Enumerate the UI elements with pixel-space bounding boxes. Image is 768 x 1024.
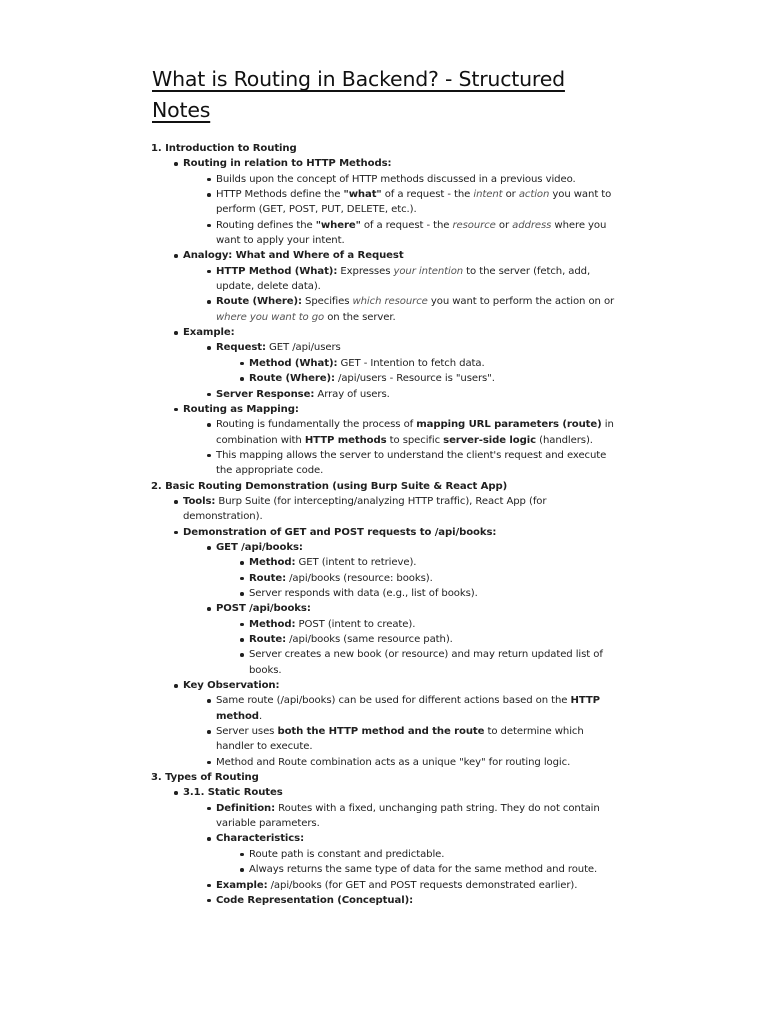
list-item xyxy=(151,325,621,340)
list-item xyxy=(151,172,621,187)
text-run: to the server (fetch, add, update, delete data). xyxy=(216,265,591,293)
text-run: POST (intent to create). xyxy=(295,618,416,630)
list-item xyxy=(151,647,621,678)
text-run: Code Representation (Conceptual): xyxy=(216,894,414,906)
text-run: you want to perform the action on or xyxy=(427,296,615,308)
text-run: address xyxy=(512,219,552,231)
text-run: Routing defines the xyxy=(216,219,316,231)
text-run: Method (What): xyxy=(249,357,338,369)
text-run: Burp Suite (for intercepting/analyzing HTTP traffic), React App (for demonstration). xyxy=(183,495,547,523)
list-item xyxy=(151,724,621,755)
text-run: server-side logic xyxy=(443,434,536,446)
text-run: Builds upon the concept of HTTP methods discussed in a previous video. xyxy=(216,173,576,185)
text-run: Same route (/api/books) can be used for different actions based on the xyxy=(216,695,571,707)
list-item xyxy=(151,494,621,525)
list-item xyxy=(151,586,621,601)
list-item xyxy=(151,448,621,479)
text-run: . xyxy=(258,710,263,722)
text-run: "where" xyxy=(315,219,361,231)
text-run: GET (intent to retrieve). xyxy=(295,557,417,569)
text-run: on the server. xyxy=(324,311,396,323)
list-item xyxy=(151,356,621,371)
text-run: Routes with a fixed, unchanging path string. They do not contain variable parameters. xyxy=(216,802,600,830)
text-run: Example: xyxy=(183,327,235,339)
text-run: of a request - the xyxy=(381,189,474,201)
list-item xyxy=(151,601,621,616)
text-run: Server responds with data (e.g., list of books). xyxy=(249,587,478,599)
text-run: HTTP methods xyxy=(304,434,387,446)
text-run: Analogy: What and Where of a Request xyxy=(183,250,404,262)
text-run: /api/books (same resource path). xyxy=(286,634,453,645)
text-run: Server uses xyxy=(216,726,278,738)
list-item xyxy=(151,678,621,693)
text-run: POST /api/books: xyxy=(216,603,311,615)
list-item xyxy=(151,555,621,570)
text-run: Server Response: xyxy=(216,388,315,400)
text-run: or xyxy=(502,189,519,201)
text-run: resource xyxy=(452,219,496,231)
text-run: HTTP Methods define the xyxy=(216,189,344,201)
list-item xyxy=(151,571,621,586)
text-run: 3.1. Static Routes xyxy=(183,787,283,799)
text-run: 2. Basic Routing Demonstration (using Burp Suite & React App) xyxy=(151,480,508,492)
text-run: action xyxy=(518,189,550,201)
text-run: Specifies xyxy=(301,296,353,308)
text-run: Array of users. xyxy=(314,388,390,400)
text-run: intent xyxy=(473,189,503,201)
text-run: your intention xyxy=(393,265,464,277)
list-item xyxy=(151,785,621,800)
text-run: HTTP method xyxy=(216,695,600,722)
text-run: you want to perform (GET, POST, PUT, DELETE, etc.). xyxy=(216,189,612,216)
list-item xyxy=(151,801,621,832)
text-run: which resource xyxy=(352,296,428,308)
text-run: Routing in relation to HTTP Methods: xyxy=(183,158,392,170)
text-run: Example: xyxy=(216,879,268,891)
text-run: where you want to apply your intent. xyxy=(216,219,607,247)
text-run: where you want to go xyxy=(216,311,325,323)
list-item xyxy=(151,831,621,846)
text-run: HTTP Method (What): xyxy=(216,265,338,277)
list-item xyxy=(151,632,621,647)
list-item xyxy=(151,525,621,540)
text-run: (handlers). xyxy=(536,434,593,446)
text-run: Server creates a new book (or resource) and may return updated list of books. xyxy=(249,649,603,676)
list-item xyxy=(151,218,621,249)
text-run: to specific xyxy=(386,434,444,446)
text-run: GET /api/books: xyxy=(216,541,303,553)
text-run: 1. Introduction to Routing xyxy=(151,143,297,154)
text-run: /api/users - Resource is "users". xyxy=(334,373,495,385)
list-item xyxy=(151,847,621,862)
list-item xyxy=(151,187,621,218)
text-run: GET /api/users xyxy=(265,342,341,354)
list-item xyxy=(151,402,621,417)
text-run: Expresses xyxy=(337,265,394,277)
text-run: of a request - the xyxy=(360,219,453,231)
list-item xyxy=(151,248,621,263)
list-item xyxy=(151,340,621,355)
text-run: GET - Intention to fetch data. xyxy=(337,357,485,369)
text-run: Routing as Mapping: xyxy=(183,403,299,415)
text-run: /api/books (for GET and POST requests demonstrated earlier). xyxy=(267,879,578,891)
text-run: Always returns the same type of data for the same method and route. xyxy=(249,864,598,876)
list-item xyxy=(151,371,621,386)
text-run: Route (Where): xyxy=(216,296,302,308)
list-item xyxy=(151,417,621,448)
text-run: Route (Where): xyxy=(249,373,335,385)
section-heading xyxy=(151,141,621,156)
list-item xyxy=(151,878,621,893)
list-item xyxy=(151,264,621,295)
section-heading xyxy=(151,770,621,785)
text-run: Tools: xyxy=(183,495,216,507)
list-item xyxy=(151,387,621,402)
text-run: Route: xyxy=(249,572,287,584)
list-item xyxy=(151,693,621,724)
list-item xyxy=(151,617,621,632)
page-title: What is Routing in Backend? - Structured Notes xyxy=(152,67,565,122)
text-run: Demonstration of GET and POST requests to /api/books: xyxy=(183,526,497,538)
list-item xyxy=(151,862,621,877)
section-heading xyxy=(151,479,621,494)
list-item xyxy=(151,294,621,325)
text-run: /api/books (resource: books). xyxy=(286,572,433,584)
text-run: Route: xyxy=(249,634,287,645)
text-run: Method: xyxy=(249,618,296,630)
text-run: Key Observation: xyxy=(183,680,280,692)
text-run: Method and Route combination acts as a unique "key" for routing logic. xyxy=(216,756,571,768)
list-item xyxy=(151,540,621,555)
text-run: Request: xyxy=(216,342,266,354)
text-run: "what" xyxy=(343,189,382,201)
text-run: This mapping allows the server to understand the client's request and execute the appropriate code. xyxy=(216,449,607,477)
text-run: Definition: xyxy=(216,802,276,814)
notes-content xyxy=(151,141,621,908)
text-run: Method: xyxy=(249,557,296,569)
text-run: Route path is constant and predictable. xyxy=(249,848,445,860)
text-run: both the HTTP method and the route xyxy=(277,726,485,738)
list-item xyxy=(151,893,621,908)
text-run: to determine which handler to execute. xyxy=(216,726,584,753)
text-run: Routing is fundamentally the process of xyxy=(216,419,417,431)
text-run: 3. Types of Routing xyxy=(151,772,259,784)
text-run: Characteristics: xyxy=(216,833,305,845)
text-run: or xyxy=(495,219,513,231)
list-item xyxy=(151,755,621,770)
text-run: in combination with xyxy=(216,419,614,446)
list-item xyxy=(151,156,621,171)
text-run: mapping URL parameters (route) xyxy=(416,419,602,431)
